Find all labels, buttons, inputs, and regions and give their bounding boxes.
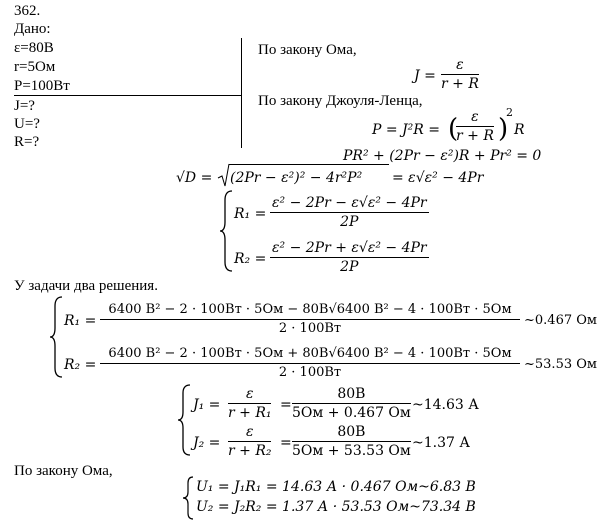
discriminant-overline <box>229 164 389 165</box>
given-divider <box>14 95 242 96</box>
current1-equals: = <box>280 397 292 413</box>
current1-symbolic-num: ε <box>228 385 271 404</box>
ohm-fraction <box>441 56 479 93</box>
numeric-root2-result: ~53.53 Ом <box>524 357 598 372</box>
current1-numeric-fraction <box>292 385 411 422</box>
numeric-root2-fraction <box>100 345 520 382</box>
given-emf: ε=80В <box>14 40 54 56</box>
quadratic-equation: PR² + (2Pr − ε²)R + Pr² = 0 <box>343 148 542 164</box>
numeric-roots-brace-icon <box>50 296 64 378</box>
root2-num: ε² − 2Pr + ε√ε² − 4Pr <box>272 240 427 256</box>
roots-brace-icon <box>220 190 234 272</box>
given-vertical-divider <box>241 38 242 148</box>
root1-den: 2P <box>340 214 359 230</box>
root2-fraction <box>270 239 429 276</box>
ohm-den: r + R <box>441 76 479 92</box>
numeric-root2-den: 2 · 100Вт <box>278 365 342 380</box>
root1-num: ε² − 2Pr − ε√ε² − 4Pr <box>272 195 427 211</box>
current2-symbolic-num: ε <box>228 423 271 442</box>
given-power: P=100Вт <box>14 78 70 94</box>
currents-brace-icon <box>178 384 192 456</box>
joule-law-title: По закону Джоуля-Ленца, <box>258 93 423 109</box>
current2-symbolic-fraction <box>228 423 271 460</box>
discriminant-rhs: = ε√ε² − 4Pr <box>392 170 484 186</box>
given-resistance: r=5Ом <box>14 59 56 75</box>
discriminant-radical-icon <box>218 164 230 188</box>
problem-number: 362. <box>14 3 41 19</box>
joule-right-paren: ) <box>498 114 509 144</box>
current1-numeric-num: 80В <box>292 385 411 404</box>
current2-result: ~1.37 А <box>412 435 470 451</box>
current1-symbolic-den: r + R₁ <box>228 405 272 421</box>
joule-num: ε <box>456 108 494 127</box>
ohm-law-again: По закону Ома, <box>14 463 113 479</box>
numeric-root1-result: ~0.467 Ом <box>524 313 598 328</box>
discriminant-lhs: √D = <box>176 170 213 186</box>
current2-numeric-den: 5Ом + 53.53 Ом <box>292 443 411 459</box>
voltage2: U₂ = J₂R₂ = 1.37 А · 53.53 Ом~73.34 В <box>196 499 476 515</box>
root2-label: R₂ = <box>234 251 267 267</box>
root1-label: R₁ = <box>234 206 267 222</box>
given-title: Дано: <box>14 21 51 37</box>
current2-symbolic-den: r + R₂ <box>228 443 272 459</box>
current2-equals: = <box>280 435 292 451</box>
joule-exponent: 2 <box>506 106 513 119</box>
numeric-root1-num: 6400 В² − 2 · 100Вт · 5Ом − 80В√6400 В² − 4 · 100Вт · 5Ом <box>100 301 520 320</box>
joule-den: r + R <box>456 128 494 144</box>
ohm-lhs: J = <box>414 68 436 84</box>
current2-label: J₂ = <box>193 435 221 451</box>
ohm-num: ε <box>441 56 479 75</box>
current1-symbolic-fraction <box>228 385 271 422</box>
discriminant-expr: (2Pr − ε²)² − 4r²P² <box>230 170 363 186</box>
voltage1: U₁ = J₁R₁ = 14.63 А · 0.467 Ом~6.83 В <box>196 479 476 495</box>
joule-tail: R <box>514 122 525 138</box>
root2-den: 2P <box>340 259 359 275</box>
joule-left-paren: ( <box>448 114 459 144</box>
numeric-root2-num: 6400 В² − 2 · 100Вт · 5Ом + 80В√6400 В² − 4 · 100Вт · 5Ом <box>100 345 520 364</box>
numeric-root2-label: R₂ = <box>64 357 97 373</box>
joule-lhs: P = J²R = <box>372 122 440 138</box>
numeric-root1-fraction <box>100 301 520 338</box>
numeric-root1-den: 2 · 100Вт <box>278 321 342 336</box>
voltages-brace-icon <box>183 476 195 520</box>
numeric-root1-label: R₁ = <box>64 313 97 329</box>
current2-numeric-fraction <box>292 423 411 460</box>
ohm-law-title: По закону Ома, <box>258 42 357 58</box>
joule-fraction <box>456 108 494 145</box>
find-resistance: R=? <box>14 134 40 150</box>
current1-numeric-den: 5Ом + 0.467 Ом <box>292 405 411 421</box>
find-voltage: U=? <box>14 116 40 132</box>
two-solutions-note: У задачи два решения. <box>14 278 158 294</box>
current1-label: J₁ = <box>193 397 221 413</box>
current1-result: ~14.63 А <box>412 397 479 413</box>
find-current: J=? <box>14 98 35 114</box>
root1-fraction <box>270 194 429 231</box>
current2-numeric-num: 80В <box>292 423 411 442</box>
